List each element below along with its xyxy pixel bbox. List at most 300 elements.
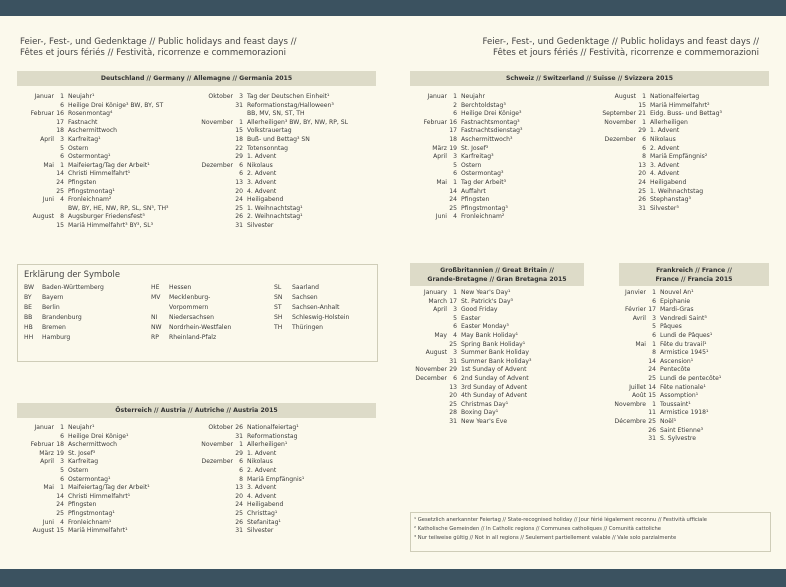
legend-label: Thüringen [292,324,323,331]
legend-label: Baden-Württemberg [42,284,104,291]
holiday-day: 6 [239,170,243,178]
holiday-day: 6 [60,101,64,109]
holiday-name: Pfingstmontag³ [461,204,508,212]
austria-header: Österreich // Austria // Autriche // Austria 2015 [17,403,376,418]
holiday-day: 31 [235,432,243,440]
holiday-name: Mariä Empfängnis¹ [247,475,305,483]
holiday-name: 4. Advent [247,187,277,195]
holiday-day: 25 [235,204,243,212]
germany-header: Deutschland // Germany // Allemagne // Germania 2015 [17,71,376,86]
legend-item [274,313,349,323]
holiday-day: 5 [453,314,457,322]
holiday-month: Februar [30,110,54,118]
holiday-day: 3 [652,314,656,322]
holiday-day: 31 [235,222,243,229]
legend-abbr: BB [24,314,33,321]
legend-abbr: NW [151,324,162,331]
holiday-day: 11 [648,409,656,417]
legend-item [274,303,339,313]
legend-label: Brandenburg [42,314,82,321]
holiday-month: Novembre [614,400,646,408]
holiday-name: Heiligabend [247,501,284,509]
holiday-name: Heilige Drei Könige¹ [68,432,129,440]
holiday-day: 24 [56,179,64,186]
uk-header [410,263,584,286]
holiday-name: Auffahrt [461,187,486,195]
holiday-day: 13 [449,383,457,391]
holiday-month: September [602,110,636,118]
holiday-day: 22 [235,144,243,152]
holiday-month: Mai [43,484,54,492]
legend-item [151,323,231,333]
holiday-day: 13 [638,161,646,169]
legend-item [274,293,318,303]
holiday-day: 14 [56,492,64,500]
holiday-name: Nationalfeiertag¹ [247,424,299,431]
holiday-name: Pfingstmontag¹ [68,187,115,195]
holiday-name: New Year's Day¹ [461,289,511,296]
holiday-name: Neujahr [461,93,485,100]
holiday-day: 14 [648,357,656,365]
holiday-day: 1 [642,93,646,100]
holiday-day: 19 [449,144,457,152]
legend-item [274,323,323,333]
france-header-line-2: France // Francia 2015 [655,275,733,283]
holiday-name: St. Josef³ [461,144,489,152]
holiday-name: Ostermontag¹ [68,475,111,483]
holiday-day: 1 [652,400,656,408]
footnotes-box [410,512,771,552]
legend-label: Vorpommern [169,304,209,311]
legend-item [24,283,104,293]
holiday-month: Januar [34,93,54,100]
legend-item [24,303,60,313]
holiday-day: 6 [60,475,64,483]
bottom-band [0,569,786,587]
holiday-day: 29 [235,449,243,457]
holiday-day: 20 [235,187,243,195]
holiday-name: Allerheiligen³ BW, BY, NW, RP, SL [247,118,349,126]
legend-label: Hamburg [42,334,71,341]
holiday-day: 25 [449,340,457,348]
holiday-day: 28 [449,409,457,417]
holiday-name: Christmas Day¹ [461,400,509,408]
holiday-name: Fronleichnam² [68,196,112,204]
holiday-name: Aschermittwoch³ [461,136,513,143]
holiday-month: März [432,144,447,152]
holiday-name: Mariä Himmelfahrt¹ [68,527,128,535]
holiday-day: 24 [56,501,64,509]
holiday-name: Nouvel An¹ [660,289,694,296]
legend-label: Hessen [169,284,192,291]
legend-abbr: SL [274,284,282,291]
holiday-name: Easter [461,314,481,322]
holiday-day: 3 [60,136,64,143]
holiday-name: Totensonntag [247,144,289,152]
holiday-name: 2. Advent [247,467,277,474]
right-page [393,16,786,569]
holiday-month: März [39,449,54,457]
holiday-name: Rosenmontag⁴ [68,110,113,118]
holiday-month: Februar [423,118,447,126]
holiday-month: Mai [43,161,54,169]
holiday-day: 29 [235,153,243,161]
holiday-day: 3 [239,93,243,100]
holiday-month: November [604,118,636,126]
legend-item [24,293,64,303]
holiday-month: Dezember [201,458,233,466]
holiday-name: Pfingstmontag¹ [68,510,115,517]
legend-title: Erklärung der Symbole [24,269,121,279]
holiday-day: 4 [60,518,64,526]
holiday-name: Boxing Day¹ [461,409,499,417]
holiday-day: 1 [652,340,656,348]
holiday-name: Noël¹ [660,418,677,425]
france-header [619,263,769,286]
france-header-line-1: Frankreich // France // [656,266,732,274]
holiday-day: 4 [453,213,457,221]
holiday-name: 1. Weihnachtstag¹ [247,204,303,212]
holiday-name: 3. Advent [247,179,277,186]
holiday-day: 8 [60,213,64,221]
holiday-name: Berchtoldstag³ [461,101,506,109]
holiday-day: 24 [638,179,646,186]
legend-label: Bremen [42,324,66,331]
holiday-day: 3 [453,349,457,357]
holiday-day: 14 [449,187,457,195]
holiday-name: 3rd Sunday of Advent [461,383,528,391]
holiday-month: August [614,93,636,100]
switzerland-header: Schweiz // Switzerland // Suisse // Svizzera 2015 [410,71,769,86]
legend-label: Mecklenburg- [169,294,211,301]
holiday-day: 6 [652,332,656,339]
holiday-day: 31 [638,204,646,212]
holiday-name: Volkstrauertag [247,127,292,135]
holiday-month: May [434,332,447,339]
legend-label: Berlin [42,304,60,311]
left-page [0,16,393,569]
holiday-month: Mai [436,179,447,186]
holiday-day: 3 [60,458,64,466]
holiday-name: 2nd Sunday of Advent [461,375,529,382]
holiday-month: August [32,213,54,221]
holiday-name: Neujahr¹ [68,424,95,431]
holiday-name: 1st Sunday of Advent [461,366,527,374]
holiday-name: Ascension¹ [660,357,694,365]
holiday-day: 25 [648,418,656,425]
holiday-name: Reformationstag/Halloween³ [247,101,334,109]
holiday-month: Februar [30,441,54,449]
holiday-name: Silvester³ [650,204,679,212]
holiday-month: Oktober [208,424,233,431]
title-line-1: Feier-, Fest-, und Gedenktage // Public holidays and feast days // [20,37,297,47]
holiday-name: Christi Himmelfahrt¹ [68,492,131,500]
holiday-name: Fête du travail¹ [660,340,707,348]
holiday-day: 3 [453,306,457,314]
holiday-name: Fronleichnam¹ [68,518,112,526]
holiday-day: 6 [239,161,243,169]
holiday-name: Ostern [68,144,89,152]
holiday-day: 21 [638,110,646,118]
holiday-name: 1. Advent [247,153,277,161]
legend-abbr: BY [24,294,32,301]
holiday-month: Dezember [201,161,233,169]
holiday-day: 17 [648,306,656,314]
holiday-month: April [40,136,54,143]
holiday-name: Mariä Himmelfahrt³ BY³, SL³ [68,222,154,229]
holiday-name: Armistice 1945¹ [660,349,709,357]
holiday-day: 1 [60,93,64,100]
holiday-name: Karfreitag [68,458,99,466]
holiday-day: 29 [638,127,646,135]
holiday-month: Oktober [208,93,233,100]
holiday-day: 8 [239,475,243,483]
holiday-month: April [433,306,447,314]
holiday-month: Avril [632,314,646,322]
holiday-day: 5 [652,323,656,331]
holiday-day: 15 [638,101,646,109]
legend-abbr: BE [24,304,33,311]
holiday-day: 2 [453,101,457,109]
holiday-day: 8 [642,153,646,161]
holiday-day: 1 [642,118,646,126]
holiday-name: Fastnachtsmontag³ [461,118,520,126]
holiday-day: 6 [453,323,457,331]
holiday-name: 4th Sunday of Advent [461,392,528,400]
legend-item [151,283,191,293]
holiday-name: Heilige Drei Könige³ BW, BY, ST [68,101,164,109]
legend-item [151,293,210,303]
holiday-day: 15 [235,127,243,135]
holiday-name: 2. Advent [650,144,680,152]
holiday-name: Saint Etienne³ [660,426,704,434]
holiday-month: December [415,375,447,382]
legend-item [24,333,70,343]
holiday-day: 20 [449,392,457,400]
holiday-day: 6 [239,458,243,466]
legend-abbr: NI [151,314,158,321]
holiday-month: November [415,366,447,374]
holiday-day: 26 [235,213,243,221]
legend-item [151,303,208,313]
legend-box [17,264,378,362]
holiday-day: 25 [449,204,457,212]
holiday-month: Décembre [614,418,646,425]
holiday-name: 2. Weihnachtstag¹ [247,213,303,221]
holiday-month: August [32,527,54,535]
holiday-name: 4. Advent [650,170,680,178]
legend-abbr: HB [24,324,33,331]
holiday-month: Janvier [625,289,646,296]
holiday-day: 25 [638,187,646,195]
holiday-month: Juni [42,196,54,204]
legend-item [151,313,214,323]
holiday-day: 26 [648,426,656,434]
holiday-day: 14 [648,383,656,391]
holiday-name: Summer Bank Holiday [461,349,529,357]
holiday-day: 18 [56,441,64,449]
holiday-day: 14 [56,170,64,178]
holiday-day: 17 [56,118,64,126]
holiday-day: 26 [638,196,646,204]
legend-label: Niedersachsen [169,314,215,321]
legend-abbr: SN [274,294,283,301]
legend-abbr: RP [151,334,159,341]
holiday-name: Easter Monday³ [461,323,509,331]
holiday-day: 1 [60,161,64,169]
holiday-day: 8 [652,349,656,357]
holiday-name: New Year's Eve [461,418,508,425]
holiday-name: Epiphanie [660,297,691,305]
holiday-name: Mariä Empfängnis² [650,153,708,161]
holiday-day: 18 [449,136,457,143]
holiday-name: Heilige Drei Könige³ [461,110,522,118]
holiday-name: Lundi de pentecôte¹ [660,375,722,382]
title-line-1-right: Feier-, Fest-, und Gedenktage // Public holidays and feast days // [482,37,759,47]
holiday-day: 4 [453,332,457,339]
holiday-day: 25 [56,510,64,517]
holiday-day: 6 [453,170,457,178]
holiday-day: 1 [453,179,457,186]
holiday-day: 20 [235,492,243,500]
legend-item [274,283,319,293]
holiday-name: Maifeiertag/Tag der Arbeit¹ [68,161,150,169]
holiday-name: Nikolaus [650,136,676,143]
holiday-day: 13 [235,484,243,492]
footnote-1: ¹ Gesetzlich anerkannter Feiertag // State-recognised holiday // Jour férié légalement reconnu // Festività ufficiale [414,517,707,523]
holiday-name: 3. Advent [247,484,277,492]
holiday-month: Août [631,392,646,400]
holiday-day: 15 [648,392,656,400]
holiday-name: BW, BY, HE, NW, RP, SL, SN³, TH³ [68,204,169,212]
holiday-day: 17 [449,127,457,135]
holiday-day: 24 [235,196,243,204]
holiday-day: 25 [56,187,64,195]
holiday-day: 24 [235,501,243,509]
legend-abbr: BW [24,284,34,291]
holiday-day: 6 [60,432,64,440]
holiday-day: 25 [235,510,243,517]
holiday-day: 13 [235,179,243,186]
holiday-name: 4. Advent [247,492,277,500]
holiday-month: August [425,349,447,357]
holiday-name: Stephanstag³ [650,196,691,204]
holiday-name: Silvester [247,527,274,535]
holiday-day: 25 [648,375,656,382]
holiday-name: Ostern [68,467,89,474]
legend-abbr: HH [24,334,34,341]
holiday-name: S. Sylvestre [660,435,696,443]
holiday-name: Nationalfeiertag [650,93,700,100]
legend-label: Nordrhein-Westfalen [169,324,232,331]
holiday-day: 4 [60,196,64,204]
holiday-day: 5 [60,144,64,152]
title-line-2-right: Fêtes et jours fériés // Festività, ricorrenze e commemorazioni [492,48,759,58]
holiday-name: Mardi-Gras [660,306,694,314]
page-title-right [482,37,759,59]
legend-label: Sachsen-Anhalt [292,304,340,311]
uk-header-line-2: Grande-Bretagne // Gran Bretagna 2015 [427,275,567,283]
holiday-name: 3. Advent [650,161,680,169]
holiday-name: Fête nationale¹ [660,383,706,391]
holiday-name: Neujahr¹ [68,93,95,100]
holiday-day: 1 [60,424,64,431]
holiday-day: 24 [648,366,656,374]
holiday-month: Mai [635,340,646,348]
holiday-day: 31 [449,418,457,425]
holiday-name: Lundi de Pâques¹ [660,332,713,339]
holiday-name: Stefanitag¹ [247,518,281,526]
holiday-name: Allerheiligen [650,118,688,126]
holiday-name: Heiligabend [247,196,284,204]
holiday-name: Christtag¹ [247,510,278,517]
holiday-name: Aschermittwoch [68,441,118,449]
holiday-month: Juillet [629,383,646,391]
holiday-month: Juni [42,518,54,526]
holiday-name: St. Patrick's Day³ [461,297,513,305]
holiday-day: 16 [449,118,457,126]
holiday-name: Allerheiligen¹ [247,441,288,449]
holiday-name: Fastnachtsdienstag³ [461,127,523,135]
holiday-day: 6 [239,467,243,474]
holiday-name: Toussaint¹ [660,400,691,408]
holiday-name: St. Josef³ [68,449,96,457]
holiday-day: 26 [235,518,243,526]
holiday-month: Januar [427,93,447,100]
holiday-month: November [201,441,233,449]
holiday-day: 1 [652,289,656,296]
legend-label: Bayern [42,294,64,301]
holiday-day: 1 [453,289,457,296]
legend-abbr: SH [274,314,283,321]
holiday-name: BB, MV, SN, ST, TH [247,110,305,118]
holiday-day: 15 [56,222,64,229]
legend-label: Sachsen [292,294,318,301]
holiday-day: 6 [60,153,64,161]
holiday-day: 24 [449,196,457,204]
holiday-name: Vendredi Saint³ [660,314,707,322]
holiday-name: Tag der Arbeit³ [461,179,507,186]
holiday-name: Karfreitag¹ [68,136,101,143]
holiday-day: 6 [642,136,646,143]
holiday-day: 1 [239,118,243,126]
holiday-day: 16 [56,110,64,118]
holiday-name: Summer Bank Holiday³ [461,357,532,365]
holiday-day: 6 [453,375,457,382]
holiday-name: Nikolaus [247,458,273,466]
holiday-day: 1 [453,93,457,100]
holiday-day: 18 [235,136,243,143]
legend-item [151,333,216,343]
holiday-name: Assomption¹ [660,392,699,400]
holiday-day: 31 [235,527,243,535]
holiday-name: Pfingsten [68,179,97,186]
holiday-day: 26 [235,424,243,431]
holiday-day: 1 [239,441,243,449]
holiday-day: 31 [235,101,243,109]
holiday-name: 1. Weihnachtstag [650,187,704,195]
title-line-2: Fêtes et jours fériés // Festività, ricorrenze e commemorazioni [20,48,287,58]
holiday-day: 31 [449,357,457,365]
holiday-month: March [428,297,447,305]
holiday-day: 25 [449,400,457,408]
holiday-name: May Bank Holiday¹ [461,332,519,339]
holiday-name: Pfingsten [461,196,490,204]
holiday-day: 17 [449,297,457,305]
holiday-name: Fastnacht [68,118,98,126]
footnote-2: ² Katholische Gemeinden // In Catholic regions // Communes catholiques // Comunità cattoliche [414,526,661,532]
holiday-name: Augsburger Friedensfest³ [68,213,145,221]
